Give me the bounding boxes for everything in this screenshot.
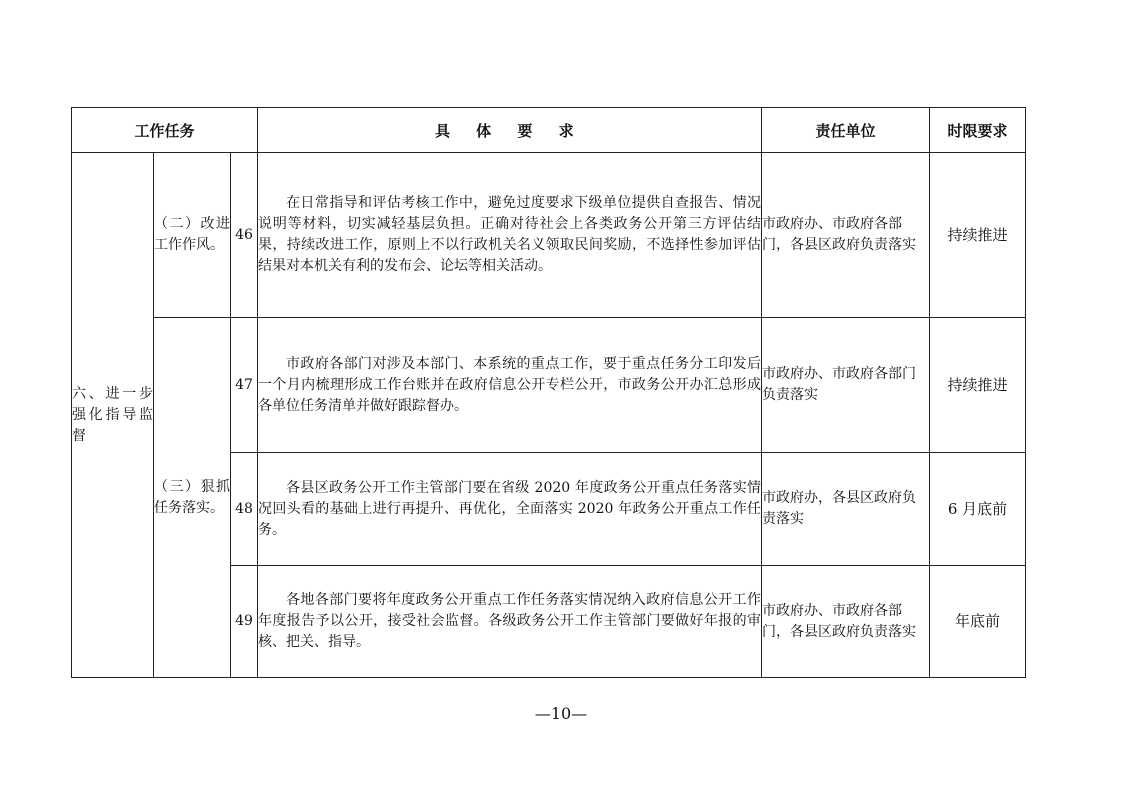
header-task: 工作任务 xyxy=(72,108,258,153)
item-number: 46 xyxy=(231,153,258,318)
category-cell: 六、进一步强化指导监督 xyxy=(72,153,154,678)
responsible-unit-cell: 市政府办、市政府各部门，各县区政府负责落实 xyxy=(762,566,930,678)
requirement-cell: 各县区政务公开工作主管部门要在省级 2020 年度政务公开重点任务落实情况回头看的基础上进行再提升、再优化，全面落实 2020 年政务公开重点工作任务。 xyxy=(258,453,762,566)
subcategory-cell: （三）狠抓任务落实。 xyxy=(154,318,231,678)
deadline-cell: 年底前 xyxy=(930,566,1026,678)
responsible-unit-cell: 市政府办、市政府各部门负责落实 xyxy=(762,318,930,453)
item-number: 47 xyxy=(231,318,258,453)
table-row xyxy=(72,153,1026,318)
deadline-cell: 6 月底前 xyxy=(930,453,1026,566)
responsible-unit-cell: 市政府办，各县区政府负责落实 xyxy=(762,453,930,566)
subcategory-cell: （二）改进工作作风。 xyxy=(154,153,231,318)
item-number: 49 xyxy=(231,566,258,678)
header-unit: 责任单位 xyxy=(762,108,930,153)
item-number: 48 xyxy=(231,453,258,566)
requirement-cell: 各地各部门要将年度政务公开重点工作任务落实情况纳入政府信息公开工作年度报告予以公开，接受社会监督。各级政务公开工作主管部门要做好年报的审核、把关、指导。 xyxy=(258,566,762,678)
deadline-cell: 持续推进 xyxy=(930,318,1026,453)
responsible-unit-cell: 市政府办、市政府各部门，各县区政府负责落实 xyxy=(762,153,930,318)
requirement-cell: 市政府各部门对涉及本部门、本系统的重点工作，要于重点任务分工印发后一个月内梳理形成工作台账并在政府信息公开专栏公开，市政务公开办汇总形成各单位任务清单并做好跟踪督办。 xyxy=(258,318,762,453)
deadline-cell: 持续推进 xyxy=(930,153,1026,318)
header-requirement: 具 体 要 求 xyxy=(258,108,762,153)
task-table xyxy=(71,107,1026,678)
requirement-cell: 在日常指导和评估考核工作中，避免过度要求下级单位提供自查报告、情况说明等材料，切实减轻基层负担。正确对待社会上各类政务公开第三方评估结果，持续改进工作，原则上不以行政机关名义领取民间奖励，不选择性参加评估结果对本机关有利的发布会、论坛等相关活动。 xyxy=(258,153,762,318)
page-number: —10— xyxy=(534,704,588,723)
table-row xyxy=(72,318,1026,453)
header-deadline: 时限要求 xyxy=(930,108,1026,153)
header-row xyxy=(72,108,1026,153)
